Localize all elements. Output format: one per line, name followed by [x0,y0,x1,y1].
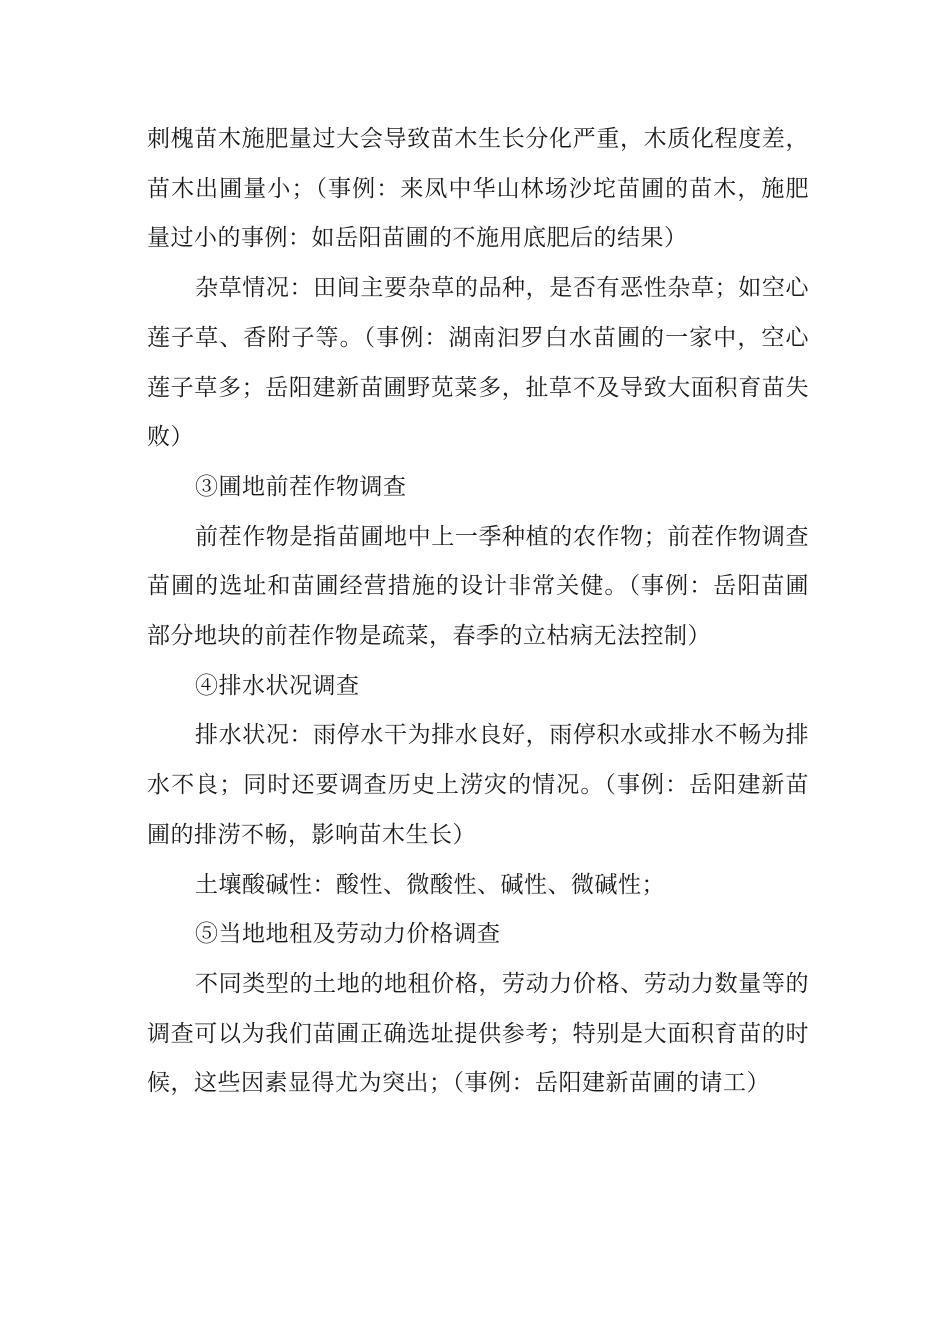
paragraph-weeds: 杂草情况：田间主要杂草的品种，是否有恶性杂草；如空心莲子草、香附子等。（事例：湖南汩罗白水苗圃的一家中，空心莲子草多；岳阳建新苗圃野苋菜多，扯草不及导致大面积育苗失败） [147,275,809,451]
heading-previous-crop: ③圃地前茬作物调查 [195,473,407,500]
document-page [147,115,809,1109]
heading-rent-labor: ⑤当地地租及劳动力价格调查 [195,921,501,948]
paragraph-fertilizer: 刺槐苗木施肥量过大会导致苗木生长分化严重，木质化程度差，苗木出圃量小；（事例：来凤中华山林场沙坨苗圃的苗木，施肥量过小的事例：如岳阳苗圃的不施用底肥后的结果） [147,126,809,252]
heading-drainage: ④排水状况调查 [195,672,360,699]
paragraph-drainage: 排水状况：雨停水干为排水良好，雨停积水或排水不畅为排水不良；同时还要调查历史上涝灾的情况。（事例：岳阳建新苗圃的排涝不畅，影响苗木生长） [147,722,809,848]
paragraph-previous-crop: 前茬作物是指苗圃地中上一季种植的农作物；前茬作物调查苗圃的选址和苗圃经营措施的设计非常关健。（事例：岳阳苗圃部分地块的前茬作物是疏菜，春季的立枯病无法控制） [147,523,809,650]
paragraph-soil-ph: 土壤酸碱性：酸性、微酸性、碱性、微碱性； [195,871,665,898]
paragraph-rent-labor: 不同类型的土地的地租价格，劳动力价格、劳动力数量等的调查可以为我们苗圃正确选址提供参考；特别是大面积育苗的时候，这些因素显得尤为突出；（事例：岳阳建新苗圃的请工） [147,970,809,1097]
